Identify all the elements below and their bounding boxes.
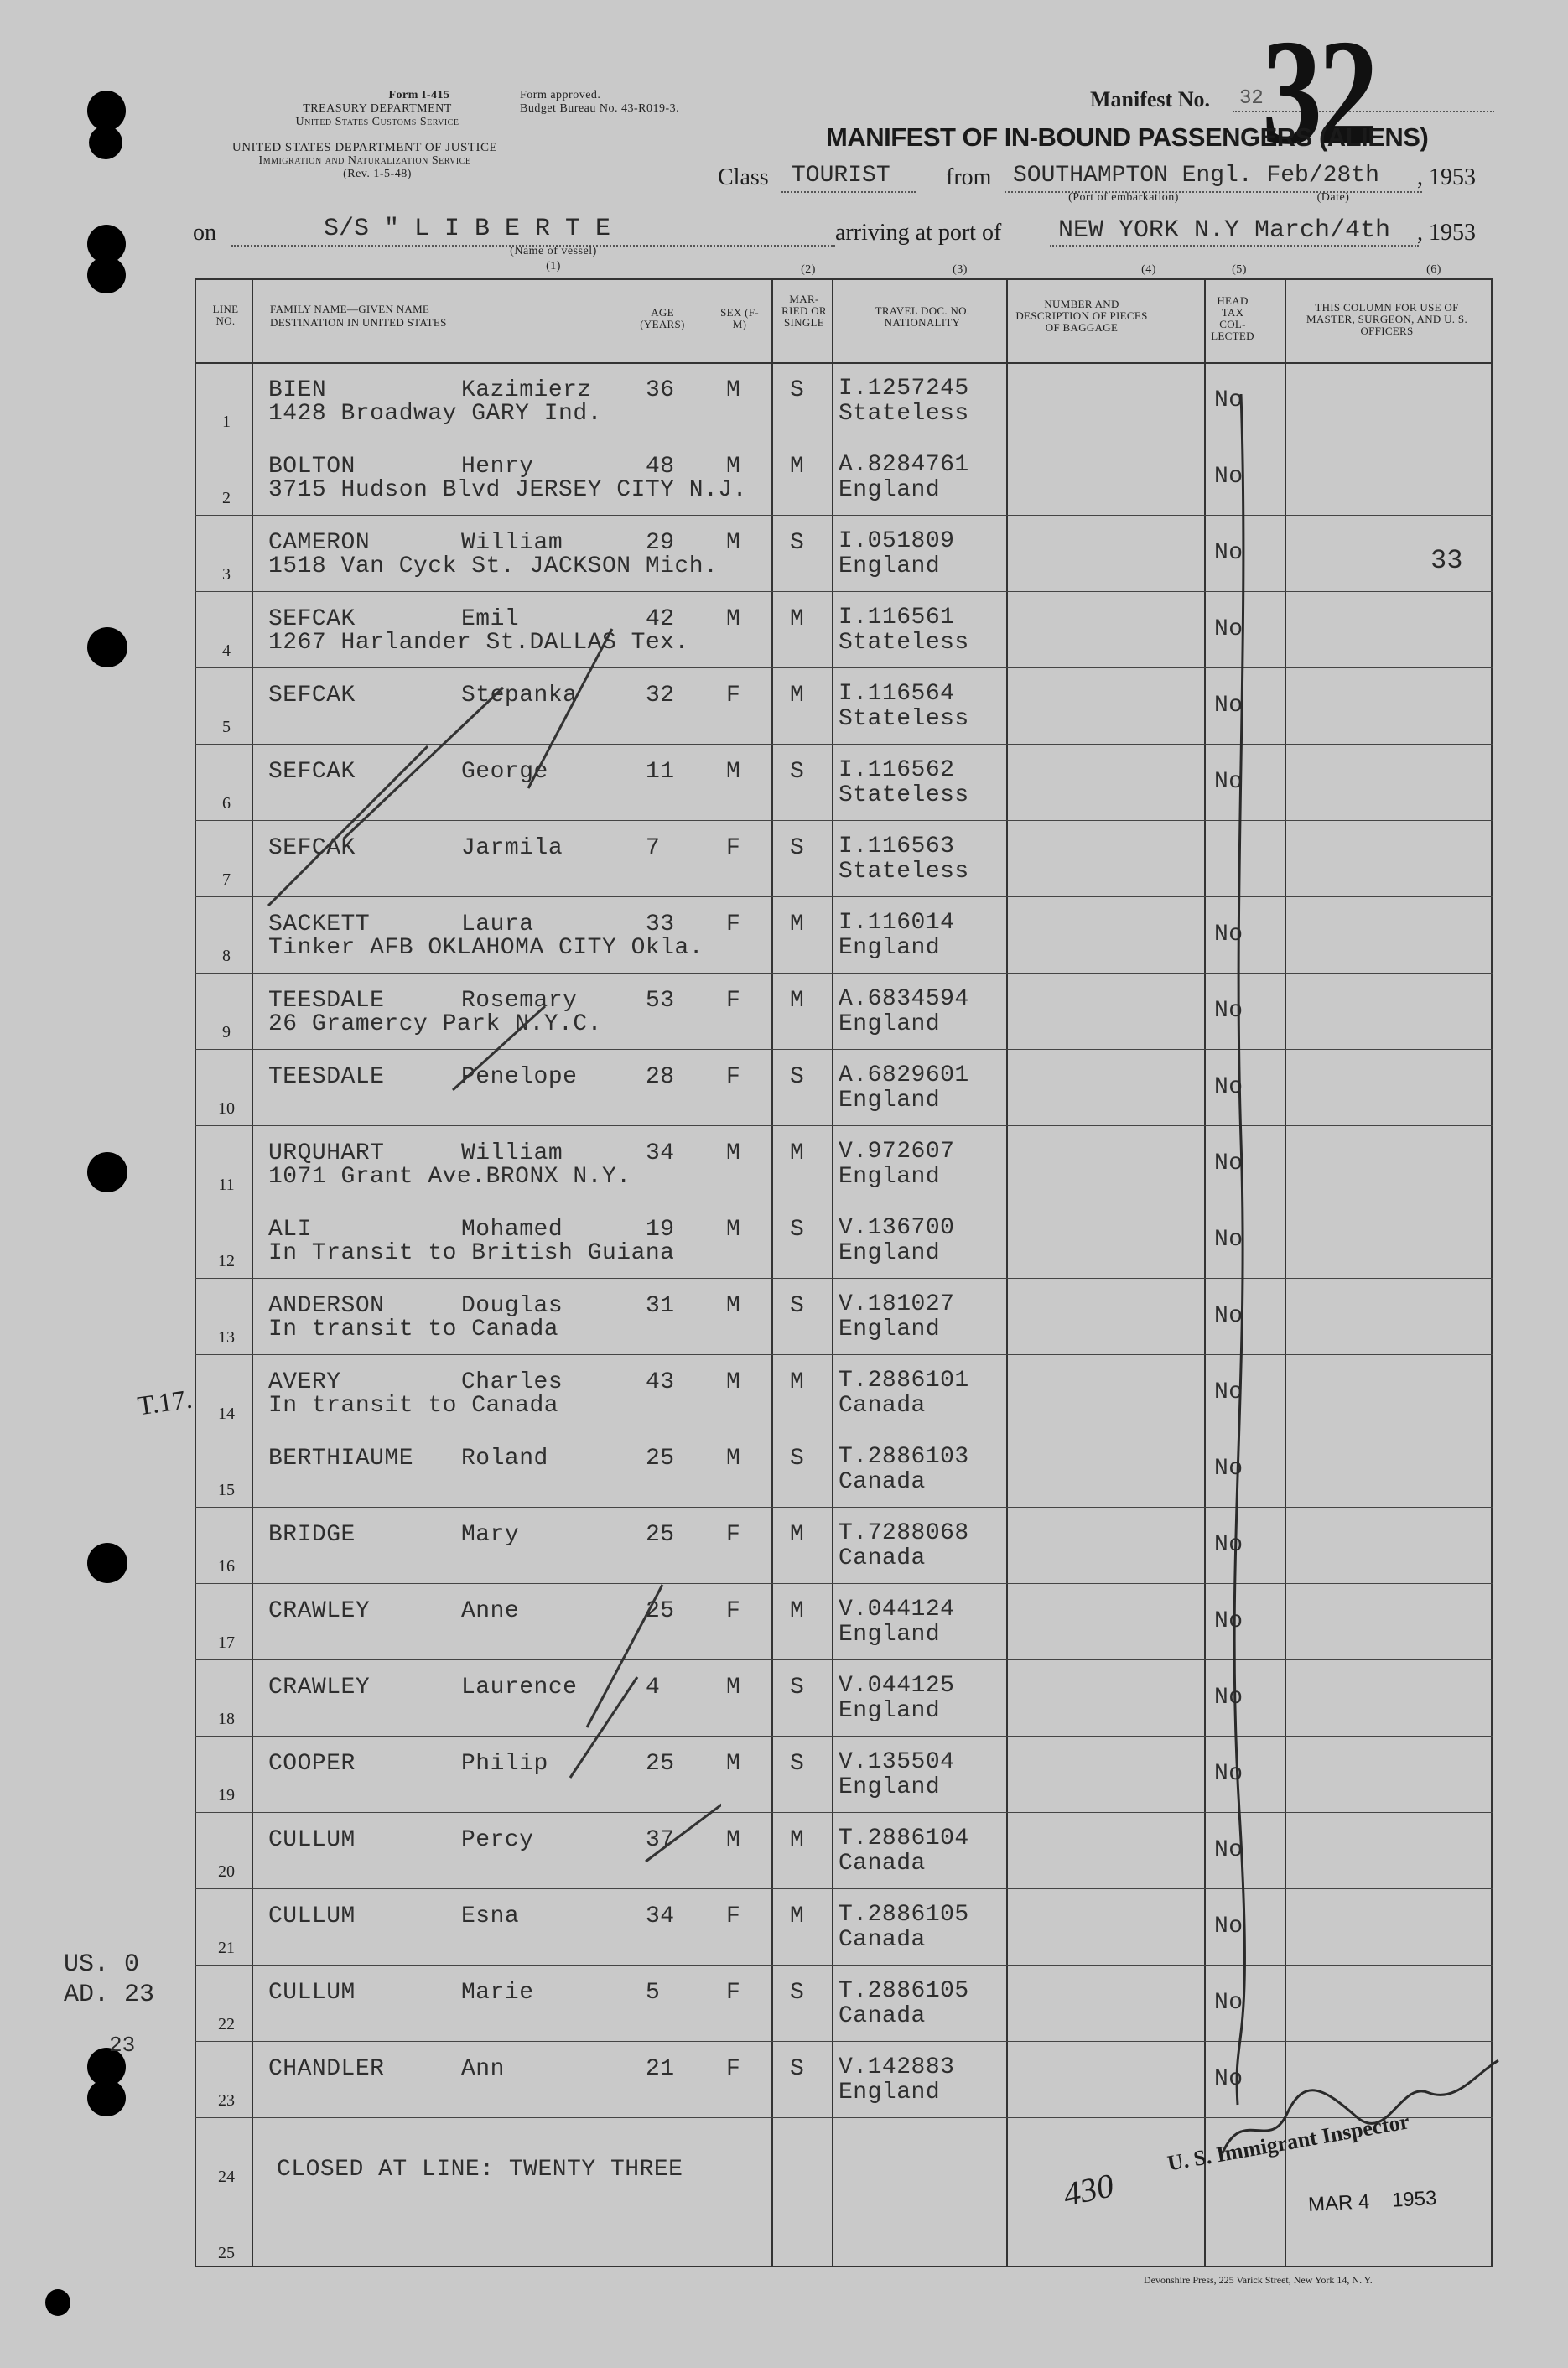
sex: M bbox=[726, 1827, 741, 1853]
class-value: TOURIST bbox=[792, 163, 890, 189]
line-number: 15 bbox=[218, 1481, 235, 1499]
nationality: England bbox=[839, 477, 941, 503]
destination: Tinker AFB OKLAHOMA CITY Okla. bbox=[268, 935, 704, 961]
line-number: 13 bbox=[218, 1328, 235, 1347]
arriving-line bbox=[1050, 245, 1419, 247]
col-rule bbox=[1204, 278, 1206, 2267]
destination: 1428 Broadway GARY Ind. bbox=[268, 401, 602, 427]
row-divider bbox=[195, 1965, 1493, 1966]
destination: In transit to Canada bbox=[268, 1393, 559, 1419]
head-tax: No bbox=[1214, 2066, 1243, 2092]
travel-doc-no: I.116562 bbox=[839, 757, 955, 783]
sex: F bbox=[726, 2056, 741, 2082]
margin-note-us: US. 0 bbox=[64, 1950, 140, 1979]
nationality: Stateless bbox=[839, 859, 969, 885]
sex: F bbox=[726, 1598, 741, 1624]
marital-status: M bbox=[790, 911, 805, 937]
margin-note-23: 23 bbox=[109, 2033, 136, 2058]
marital-status: M bbox=[790, 1522, 805, 1548]
given-name: Roland bbox=[461, 1446, 548, 1472]
col-rule bbox=[771, 278, 773, 2267]
col-num-6: (6) bbox=[1426, 263, 1441, 276]
family-name: CRAWLEY bbox=[268, 1598, 371, 1624]
family-name: BOLTON bbox=[268, 454, 356, 480]
inspector-title: U. S. Immigrant Inspector bbox=[1166, 2109, 1412, 2176]
travel-doc-no: T.2886105 bbox=[839, 1902, 969, 1928]
binder-hole bbox=[87, 91, 126, 131]
nationality: Stateless bbox=[839, 630, 969, 656]
head-tax: No bbox=[1214, 1990, 1243, 2016]
vessel-caption: (Name of vessel) bbox=[510, 245, 597, 257]
head-tax: No bbox=[1214, 464, 1243, 490]
head-tax: No bbox=[1214, 1761, 1243, 1787]
nationality: Canada bbox=[839, 1927, 926, 1953]
travel-doc-no: V.181027 bbox=[839, 1291, 955, 1317]
binder-hole bbox=[87, 627, 127, 667]
sex: M bbox=[726, 606, 741, 632]
age: 31 bbox=[646, 1293, 675, 1319]
travel-doc-no: I.1257245 bbox=[839, 376, 969, 402]
travel-doc-no: A.6829601 bbox=[839, 1062, 969, 1088]
col-num-4: (4) bbox=[1141, 263, 1156, 276]
marital-status: M bbox=[790, 988, 805, 1014]
row-divider bbox=[195, 591, 1493, 592]
sex: M bbox=[726, 1369, 741, 1395]
given-name: Penelope bbox=[461, 1064, 578, 1090]
marital-status: M bbox=[790, 1140, 805, 1166]
sex: M bbox=[726, 1675, 741, 1701]
class-label: Class bbox=[718, 164, 769, 190]
travel-doc-no: A.8284761 bbox=[839, 452, 969, 478]
family-name: AVERY bbox=[268, 1369, 341, 1395]
marital-status: M bbox=[790, 606, 805, 632]
age: 43 bbox=[646, 1369, 675, 1395]
travel-doc-no: T.2886103 bbox=[839, 1444, 969, 1470]
family-name: BRIDGE bbox=[268, 1522, 356, 1548]
margin-note-t17: T.17. bbox=[135, 1383, 195, 1421]
officer-note: 33 bbox=[1430, 545, 1463, 576]
col-rule bbox=[1285, 278, 1286, 2267]
vessel-name: S/S " L I B E R T E bbox=[324, 215, 611, 243]
binder-hole bbox=[87, 1543, 127, 1583]
nationality: Canada bbox=[839, 1851, 926, 1877]
from-label: from bbox=[946, 164, 992, 190]
sex: M bbox=[726, 1751, 741, 1777]
given-name: Charles bbox=[461, 1369, 563, 1395]
destination: 1518 Van Cyck St. JACKSON Mich. bbox=[268, 553, 719, 579]
age: 34 bbox=[646, 1903, 675, 1929]
sex: M bbox=[726, 1140, 741, 1166]
given-name: Marie bbox=[461, 1980, 534, 2006]
customs-service: United States Customs Service bbox=[295, 116, 459, 128]
date-stamp: MAR 4 1953 bbox=[1307, 2187, 1437, 2216]
marital-status: M bbox=[790, 1827, 805, 1853]
col-rule bbox=[832, 278, 833, 2267]
budget-approval-1: Form approved. bbox=[520, 89, 601, 101]
travel-doc-no: T.2886105 bbox=[839, 1978, 969, 2004]
age: 11 bbox=[646, 759, 675, 785]
printer-footer: Devonshire Press, 225 Varick Street, New York 14, N. Y. bbox=[1144, 2274, 1373, 2286]
age: 25 bbox=[646, 1522, 675, 1548]
destination: In transit to Canada bbox=[268, 1316, 559, 1342]
sex: M bbox=[726, 1446, 741, 1472]
travel-doc-no: I.116563 bbox=[839, 833, 955, 859]
line-number: 18 bbox=[218, 1710, 235, 1728]
head-tax: No bbox=[1214, 1837, 1243, 1863]
line-number: 12 bbox=[218, 1252, 235, 1270]
head-tax: No bbox=[1214, 616, 1243, 642]
line-number: 3 bbox=[222, 565, 231, 584]
nationality: England bbox=[839, 1164, 941, 1190]
head-tax: No bbox=[1214, 540, 1243, 566]
head-tax: No bbox=[1214, 1074, 1243, 1100]
marital-status: S bbox=[790, 1980, 805, 2006]
col-header-sex: SEX (F-M) bbox=[720, 306, 759, 330]
vessel-caption-num: (1) bbox=[546, 260, 561, 273]
arriving-value: NEW YORK N.Y March/4th bbox=[1058, 216, 1391, 245]
line-number: 21 bbox=[218, 1939, 235, 1957]
marital-status: S bbox=[790, 759, 805, 785]
nationality: England bbox=[839, 1088, 941, 1114]
line-number: 14 bbox=[218, 1405, 235, 1423]
nationality: England bbox=[839, 553, 941, 579]
marital-status: S bbox=[790, 530, 805, 556]
handwritten-slashes bbox=[252, 621, 721, 1895]
line-number: 22 bbox=[218, 2015, 235, 2033]
nationality: England bbox=[839, 1240, 941, 1266]
line-number: 7 bbox=[222, 870, 231, 889]
travel-doc-no: I.051809 bbox=[839, 528, 955, 554]
age: 25 bbox=[646, 1446, 675, 1472]
age: 33 bbox=[646, 911, 675, 937]
travel-doc-no: I.116564 bbox=[839, 681, 955, 707]
sex: F bbox=[726, 1980, 741, 2006]
row-divider bbox=[195, 515, 1493, 516]
sex: M bbox=[726, 454, 741, 480]
sex: F bbox=[726, 1064, 741, 1090]
travel-doc-no: V.135504 bbox=[839, 1749, 955, 1775]
line-number: 10 bbox=[218, 1099, 235, 1118]
line-number: 20 bbox=[218, 1862, 235, 1881]
age: 5 bbox=[646, 1980, 661, 2006]
nationality: Stateless bbox=[839, 706, 969, 732]
marital-status: S bbox=[790, 1675, 805, 1701]
from-year: , 1953 bbox=[1417, 164, 1476, 190]
nationality: England bbox=[839, 2080, 941, 2106]
family-name: BERTHIAUME bbox=[268, 1446, 414, 1472]
nationality: Canada bbox=[839, 1469, 926, 1495]
family-name: CHANDLER bbox=[268, 2056, 385, 2082]
marital-status: M bbox=[790, 1369, 805, 1395]
arriving-label: arriving at port of bbox=[835, 220, 1002, 246]
manifest-no-label: Manifest No. bbox=[1090, 87, 1210, 112]
col-header-age: AGE (YEARS) bbox=[640, 306, 685, 330]
marital-status: S bbox=[790, 1446, 805, 1472]
manifest-no-stamp: 32 bbox=[1262, 8, 1375, 175]
nationality: England bbox=[839, 1316, 941, 1342]
head-tax: No bbox=[1214, 387, 1243, 413]
head-tax: No bbox=[1214, 1227, 1243, 1253]
justice-dept: UNITED STATES DEPARTMENT OF JUSTICE bbox=[231, 141, 498, 154]
nationality: England bbox=[839, 1622, 941, 1648]
revision: (Rev. 1-5-48) bbox=[343, 168, 412, 180]
col-num-2: (2) bbox=[801, 263, 816, 276]
line-number: 8 bbox=[222, 947, 231, 965]
head-tax: No bbox=[1214, 1914, 1243, 1940]
travel-doc-no: T.7288068 bbox=[839, 1520, 969, 1546]
line-number: 23 bbox=[218, 2091, 235, 2110]
sex: M bbox=[726, 1293, 741, 1319]
family-name: ANDERSON bbox=[268, 1293, 385, 1319]
given-name: Jarmila bbox=[461, 835, 563, 861]
marital-status: M bbox=[790, 1598, 805, 1624]
age: 48 bbox=[646, 454, 675, 480]
head-tax: No bbox=[1214, 1685, 1243, 1711]
head-tax: No bbox=[1214, 1608, 1243, 1634]
destination: 1071 Grant Ave.BRONX N.Y. bbox=[268, 1164, 631, 1190]
destination: 26 Gramercy Park N.Y.C. bbox=[268, 1011, 602, 1037]
arriving-year: , 1953 bbox=[1417, 220, 1476, 246]
col-rule bbox=[1006, 278, 1008, 2267]
given-name: Laurence bbox=[461, 1675, 578, 1701]
marital-status: S bbox=[790, 1064, 805, 1090]
head-tax-check-line bbox=[1207, 386, 1266, 2113]
given-name: William bbox=[461, 1140, 563, 1166]
age: 34 bbox=[646, 1140, 675, 1166]
head-tax: No bbox=[1214, 1532, 1243, 1558]
head-tax: No bbox=[1214, 1456, 1243, 1482]
head-tax: No bbox=[1214, 998, 1243, 1024]
age: 4 bbox=[646, 1675, 661, 1701]
age: 28 bbox=[646, 1064, 675, 1090]
travel-doc-no: I.116014 bbox=[839, 910, 955, 936]
age: 36 bbox=[646, 377, 675, 403]
binder-hole bbox=[45, 2289, 70, 2316]
family-name: CULLUM bbox=[268, 1980, 356, 2006]
sex: F bbox=[726, 683, 741, 709]
line-number: 17 bbox=[218, 1633, 235, 1652]
line-number: 6 bbox=[222, 794, 231, 813]
travel-doc-no: T.2886101 bbox=[839, 1368, 969, 1394]
sex: F bbox=[726, 911, 741, 937]
date-caption: (Date) bbox=[1316, 191, 1350, 204]
nationality: Stateless bbox=[839, 782, 969, 808]
nationality: Canada bbox=[839, 1545, 926, 1571]
age: 19 bbox=[646, 1217, 675, 1243]
travel-doc-no: A.6834594 bbox=[839, 986, 969, 1012]
form-number: Form I-415 bbox=[388, 89, 450, 101]
line-number: 11 bbox=[218, 1176, 235, 1194]
family-name: URQUHART bbox=[268, 1140, 385, 1166]
col-header-line-no: LINE NO. bbox=[212, 303, 239, 327]
sex: M bbox=[726, 759, 741, 785]
line-number: 5 bbox=[222, 718, 231, 736]
port-embark-caption: (Port of embarkation) bbox=[1068, 191, 1179, 204]
given-name: Esna bbox=[461, 1903, 520, 1929]
from-value: SOUTHAMPTON Engl. Feb/28th bbox=[1013, 163, 1379, 189]
age: 7 bbox=[646, 835, 661, 861]
col-header-baggage: NUMBER AND DESCRIPTION OF PIECES OF BAGGAGE bbox=[1015, 298, 1148, 334]
sex: F bbox=[726, 835, 741, 861]
nationality: England bbox=[839, 1011, 941, 1037]
col-num-3: (3) bbox=[953, 263, 968, 276]
line-number: 19 bbox=[218, 1786, 235, 1805]
col-header-married: MAR-RIED OR SINGLE bbox=[781, 293, 827, 329]
given-name: Emil bbox=[461, 606, 520, 632]
travel-doc-no: I.116561 bbox=[839, 605, 955, 631]
given-name: William bbox=[461, 530, 563, 556]
travel-doc-no: V.142883 bbox=[839, 2054, 955, 2080]
head-tax: No bbox=[1214, 769, 1243, 795]
family-name: CULLUM bbox=[268, 1903, 356, 1929]
page-title: MANIFEST OF IN-BOUND PASSENGERS (ALIENS) bbox=[826, 122, 1429, 152]
family-name: TEESDALE bbox=[268, 1064, 385, 1090]
given-name: Mohamed bbox=[461, 1217, 563, 1243]
family-name: SEFCAK bbox=[268, 606, 356, 632]
row-divider bbox=[195, 2041, 1493, 2042]
travel-doc-no: T.2886104 bbox=[839, 1825, 969, 1851]
age: 37 bbox=[646, 1827, 675, 1853]
nationality: Stateless bbox=[839, 401, 969, 427]
sex: M bbox=[726, 1217, 741, 1243]
head-tax: No bbox=[1214, 1150, 1243, 1176]
travel-doc-no: V.136700 bbox=[839, 1215, 955, 1241]
nationality: England bbox=[839, 1698, 941, 1724]
family-name: BIEN bbox=[268, 377, 327, 403]
binder-hole bbox=[89, 126, 122, 159]
sex: M bbox=[726, 530, 741, 556]
marital-status: M bbox=[790, 683, 805, 709]
line-number: 24 bbox=[218, 2168, 235, 2186]
col-header-head-tax: HEAD TAX COL-LECTED bbox=[1211, 294, 1254, 342]
age: 21 bbox=[646, 2056, 675, 2082]
nationality: Canada bbox=[839, 2003, 926, 2029]
nationality: Canada bbox=[839, 1393, 926, 1419]
marital-status: S bbox=[790, 835, 805, 861]
margin-note-ad: AD. 23 bbox=[64, 1981, 155, 2009]
marital-status: S bbox=[790, 377, 805, 403]
line-number: 2 bbox=[222, 489, 231, 507]
family-name: TEESDALE bbox=[268, 988, 385, 1014]
given-name: Anne bbox=[461, 1598, 520, 1624]
travel-doc-no: V.044125 bbox=[839, 1673, 955, 1699]
head-tax: No bbox=[1214, 1379, 1243, 1405]
given-name: Philip bbox=[461, 1751, 548, 1777]
destination: In Transit to British Guiana bbox=[268, 1240, 675, 1266]
head-tax: No bbox=[1214, 922, 1243, 948]
given-name: Laura bbox=[461, 911, 534, 937]
sex: F bbox=[726, 1903, 741, 1929]
given-name: Kazimierz bbox=[461, 377, 592, 403]
nationality: England bbox=[839, 1774, 941, 1800]
col-num-5: (5) bbox=[1232, 263, 1247, 276]
given-name: Ann bbox=[461, 2056, 505, 2082]
given-name: Mary bbox=[461, 1522, 520, 1548]
line-number: 25 bbox=[218, 2244, 235, 2262]
destination: 3715 Hudson Blvd JERSEY CITY N.J. bbox=[268, 477, 747, 503]
col-header-travel: TRAVEL DOC. NO. NATIONALITY bbox=[875, 304, 970, 329]
line-number: 9 bbox=[222, 1023, 231, 1041]
sex: F bbox=[726, 988, 741, 1014]
handwritten-count: 430 bbox=[1059, 2166, 1118, 2214]
class-line bbox=[781, 191, 916, 193]
on-label: on bbox=[193, 220, 216, 246]
header-divider bbox=[195, 362, 1493, 364]
line-number: 1 bbox=[222, 413, 231, 431]
budget-approval-2: Budget Bureau No. 43-R019-3. bbox=[520, 102, 680, 115]
family-name: SEFCAK bbox=[268, 835, 356, 861]
marital-status: M bbox=[790, 454, 805, 480]
head-tax: No bbox=[1214, 1303, 1243, 1329]
travel-doc-no: V.044124 bbox=[839, 1597, 955, 1623]
given-name: Henry bbox=[461, 454, 534, 480]
col-header-name-1: FAMILY NAME—GIVEN NAME bbox=[270, 303, 430, 315]
family-name: ALI bbox=[268, 1217, 312, 1243]
closed-at-line: CLOSED AT LINE: TWENTY THREE bbox=[277, 2157, 683, 2183]
family-name: SACKETT bbox=[268, 911, 371, 937]
family-name: COOPER bbox=[268, 1751, 356, 1777]
destination: 1267 Harlander St.DALLAS Tex. bbox=[268, 630, 689, 656]
given-name: Percy bbox=[461, 1827, 534, 1853]
head-tax: No bbox=[1214, 693, 1243, 719]
age: 42 bbox=[646, 606, 675, 632]
manifest-no-typed: 32 bbox=[1239, 87, 1264, 110]
marital-status: S bbox=[790, 1293, 805, 1319]
age: 53 bbox=[646, 988, 675, 1014]
col-header-officers: THIS COLUMN FOR USE OF MASTER, SURGEON, AND U. S. OFFICERS bbox=[1306, 301, 1467, 337]
family-name: CAMERON bbox=[268, 530, 371, 556]
treasury-dept: TREASURY DEPARTMENT bbox=[303, 102, 452, 115]
family-name: SEFCAK bbox=[268, 683, 356, 709]
nationality: England bbox=[839, 935, 941, 961]
marital-status: S bbox=[790, 1217, 805, 1243]
binder-hole bbox=[87, 257, 126, 293]
line-number: 16 bbox=[218, 1557, 235, 1576]
col-header-name-2: DESTINATION IN UNITED STATES bbox=[270, 316, 447, 329]
binder-hole bbox=[87, 1152, 127, 1192]
ins-service: Immigration and Naturalization Service bbox=[258, 154, 471, 167]
marital-status: S bbox=[790, 2056, 805, 2082]
marital-status: S bbox=[790, 1751, 805, 1777]
binder-hole bbox=[87, 2080, 126, 2116]
age: 25 bbox=[646, 1598, 675, 1624]
given-name: Stepanka bbox=[461, 683, 578, 709]
given-name: Rosemary bbox=[461, 988, 578, 1014]
family-name: CULLUM bbox=[268, 1827, 356, 1853]
line-number: 4 bbox=[222, 641, 231, 660]
family-name: SEFCAK bbox=[268, 759, 356, 785]
family-name: CRAWLEY bbox=[268, 1675, 371, 1701]
age: 32 bbox=[646, 683, 675, 709]
sex: M bbox=[726, 377, 741, 403]
age: 25 bbox=[646, 1751, 675, 1777]
given-name: George bbox=[461, 759, 548, 785]
given-name: Douglas bbox=[461, 1293, 563, 1319]
age: 29 bbox=[646, 530, 675, 556]
sex: F bbox=[726, 1522, 741, 1548]
travel-doc-no: V.972607 bbox=[839, 1139, 955, 1165]
marital-status: M bbox=[790, 1903, 805, 1929]
